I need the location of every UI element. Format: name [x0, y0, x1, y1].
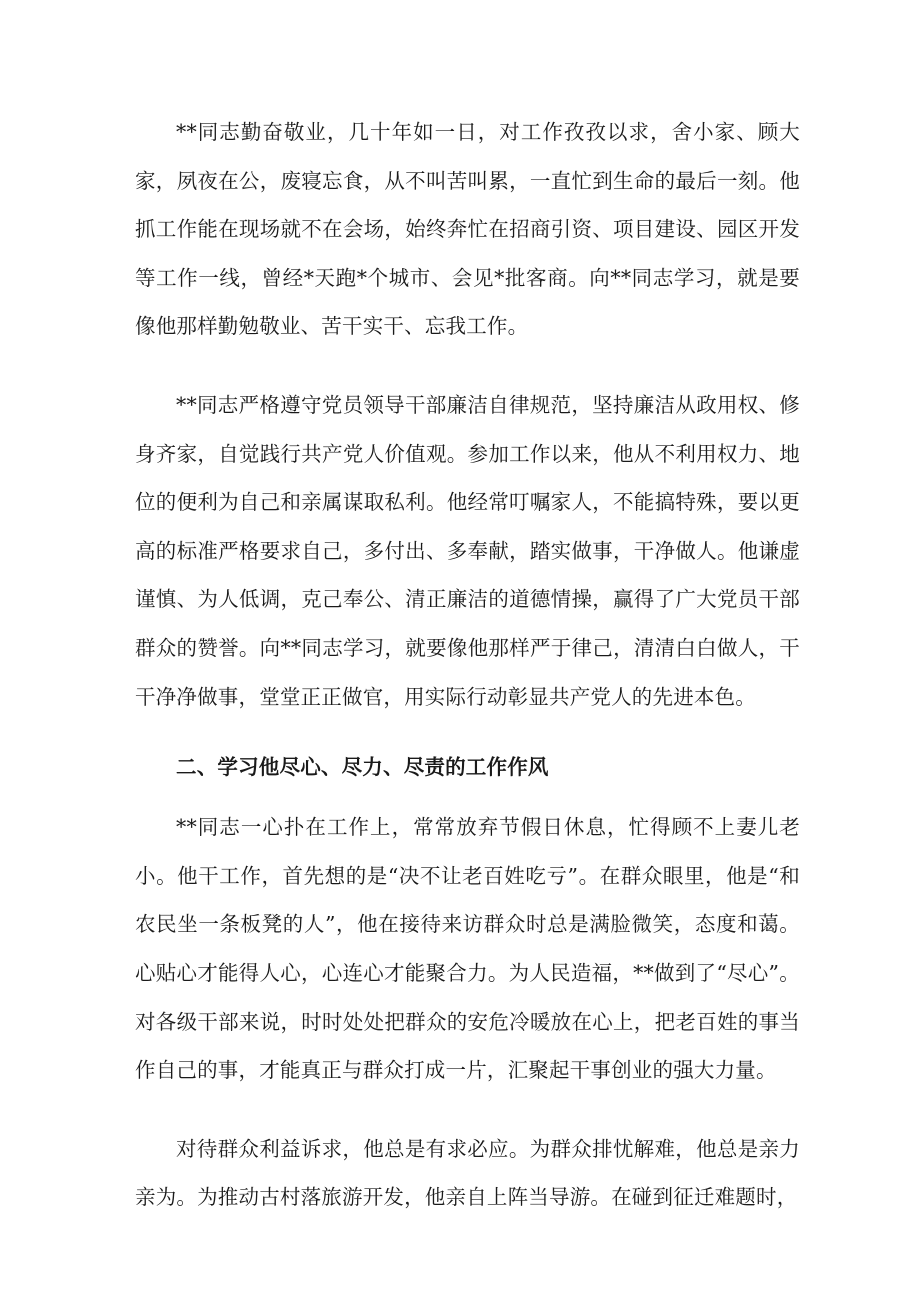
document-page	[135, 108, 800, 1222]
paragraph-responsiveness: 对待群众利益诉求，他总是有求必应。为群众排忧解难，他总是亲力亲为。为推动古村落旅游开发，他亲自上阵当导游。在碰到征迁难题时，	[135, 1136, 800, 1210]
section-heading: 二、学习他尽心、尽力、尽责的工作作风	[176, 755, 549, 780]
paragraph-integrity: **同志严格遵守党员领导干部廉洁自律规范，坚持廉洁从政用权、修身齐家，自觉践行共产党人价值观。参加工作以来，他从不利用权力、地位的便利为自己和亲属谋取私利。他经常叮嘱家人，不能搞特殊，要以更高的标准严格要求自己，多付出、多奉献，踏实做事，干净做人。他谦虚谨慎、为人低调，克己奉公、清正廉洁的道德情操，赢得了广大党员干部群众的赞誉。向**同志学习，就要像他那样严于律己，清清白白做人，干干净净做事，堂堂正正做官，用实际行动彰显共产党人的先进本色。	[135, 392, 800, 709]
paragraph-dedication: **同志一心扑在工作上，常常放弃节假日休息，忙得顾不上妻儿老小。他干工作，首先想的是“决不让老百姓吃亏”。在群众眼里，他是“和农民坐一条板凳的人”，他在接待来访群众时总是满脸微笑，态度和蔼。心贴心才能得人心，心连心才能聚合力。为人民造福，**做到了“尽心”。对各级干部来说，时时处处把群众的安危冷暖放在心上，把老百姓的事当作自己的事，才能真正与群众打成一片，汇聚起干事创业的强大力量。	[135, 815, 800, 1083]
paragraph-diligence: **同志勤奋敬业，几十年如一日，对工作孜孜以求，舍小家、顾大家，夙夜在公，废寝忘食，从不叫苦叫累，一直忙到生命的最后一刻。他抓工作能在现场就不在会场，始终奔忙在招商引资、项目建设、园区开发等工作一线，曾经*天跑*个城市、会见*批客商。向**同志学习，就是要像他那样勤勉敬业、苦干实干、忘我工作。	[135, 120, 800, 339]
